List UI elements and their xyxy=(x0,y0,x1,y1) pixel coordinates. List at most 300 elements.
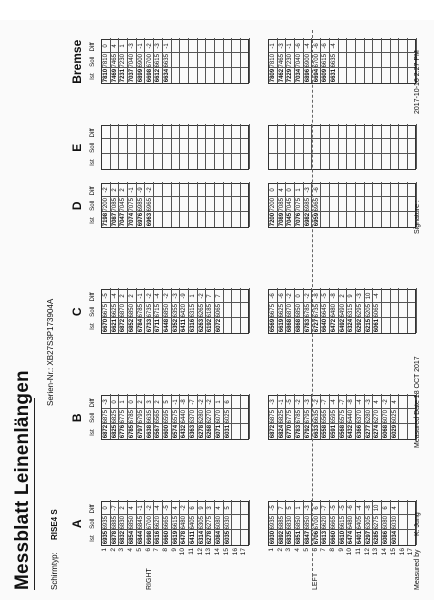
cell-soll: 6845 xyxy=(137,516,144,530)
cell-diff: -6 xyxy=(270,293,276,299)
table-d-right xyxy=(101,184,249,229)
cell-soll xyxy=(233,197,242,212)
cell-diff: 6 xyxy=(224,400,231,404)
cell-soll: 6830 xyxy=(287,516,294,530)
cell-soll: 6875 xyxy=(103,410,109,424)
table-row xyxy=(339,39,348,84)
cell-ist xyxy=(382,318,391,333)
table-row xyxy=(269,125,278,170)
cell-ist: 6619 xyxy=(278,318,285,333)
table-row xyxy=(391,395,400,440)
cell-ist: 6363 xyxy=(190,424,196,439)
measured-by-label: Measured by xyxy=(414,549,421,590)
table-row xyxy=(286,289,295,334)
cell-diff xyxy=(224,125,233,140)
column-header-diff: Diff xyxy=(89,128,96,138)
cell-soll xyxy=(233,409,242,424)
cell-soll xyxy=(233,53,242,68)
cell-ist: 6411 xyxy=(190,531,196,545)
cell-ist: 6278 xyxy=(207,530,214,545)
cell-soll: 7075 xyxy=(296,198,303,212)
table-row xyxy=(154,39,163,84)
table-row xyxy=(391,125,400,170)
cell-diff xyxy=(339,39,348,54)
cell-diff: -1 xyxy=(278,399,285,405)
cell-ist xyxy=(391,318,400,333)
cell-ist: 6698 xyxy=(146,68,153,83)
cell-diff xyxy=(180,39,189,54)
cell-soll xyxy=(172,53,181,68)
cell-diff xyxy=(373,39,382,54)
cell-ist: 6776 xyxy=(120,424,127,439)
cell-ist xyxy=(321,212,330,227)
cell-diff: 2 xyxy=(120,506,127,510)
cell-diff xyxy=(224,39,233,54)
cell-diff: -1 xyxy=(129,187,136,193)
cell-ist: 6285 xyxy=(374,530,381,545)
cell-diff xyxy=(119,125,128,140)
row-number: 15 xyxy=(222,548,230,556)
table-row xyxy=(347,183,356,228)
cell-ist xyxy=(233,154,242,169)
cell-diff xyxy=(137,125,146,140)
cell-soll: 7810 xyxy=(270,54,276,68)
cell-ist: 6872 xyxy=(270,424,276,439)
cell-diff: -8 xyxy=(181,399,188,405)
cell-soll xyxy=(269,139,278,154)
cell-ist: 6324 xyxy=(348,318,355,333)
cell-diff: 0 xyxy=(129,400,136,404)
cell-ist: 6824 xyxy=(278,424,285,439)
cell-diff: 4 xyxy=(391,400,398,404)
cell-soll: 6440 xyxy=(348,410,355,424)
cell-diff: 4 xyxy=(111,44,118,48)
table-row xyxy=(198,395,207,440)
cell-ist xyxy=(180,154,189,169)
table-row xyxy=(373,125,382,170)
table-row xyxy=(269,39,278,84)
cell-diff: -3 xyxy=(304,505,311,511)
table-row xyxy=(391,39,400,84)
fold-line xyxy=(312,30,313,586)
cell-diff: -3 xyxy=(155,43,162,49)
table-row xyxy=(215,501,224,546)
table-row xyxy=(373,395,382,440)
table-row xyxy=(146,39,155,84)
table-row xyxy=(269,183,278,228)
cell-diff: 0 xyxy=(270,188,276,192)
table-row xyxy=(224,183,233,228)
group-header-a: A xyxy=(70,519,84,529)
cell-diff xyxy=(172,39,181,54)
cell-soll: 6850 xyxy=(296,516,303,530)
side-label-right: RIGHT xyxy=(146,568,153,590)
table-row xyxy=(233,183,242,228)
cell-diff xyxy=(189,125,198,140)
cell-ist: 6478 xyxy=(181,530,188,545)
cell-diff xyxy=(154,183,163,198)
cell-soll: 6700 xyxy=(313,516,320,530)
cell-soll: 6635 xyxy=(313,410,320,424)
cell-ist: 6411 xyxy=(181,319,188,333)
cell-soll: 6645 xyxy=(322,304,329,318)
cell-diff: -2 xyxy=(296,399,303,405)
table-row xyxy=(172,183,181,228)
cell-diff: -3 xyxy=(304,399,311,405)
cell-soll: 6850 xyxy=(304,516,311,530)
cell-ist: 6401 xyxy=(357,530,363,545)
cell-soll: 6270 xyxy=(374,410,381,424)
cell-ist: 7469 xyxy=(111,68,118,83)
cell-diff: -9 xyxy=(137,187,144,193)
cell-diff: 3 xyxy=(207,506,214,510)
row-number: 8 xyxy=(161,548,169,552)
cell-diff xyxy=(269,125,278,140)
cell-ist xyxy=(365,154,374,169)
cell-diff: 9 xyxy=(348,294,355,298)
table-row xyxy=(295,183,304,228)
cell-ist: 7089 xyxy=(278,212,285,227)
table-row xyxy=(382,39,391,84)
table-row xyxy=(128,395,137,440)
table-row xyxy=(286,395,295,440)
cell-diff xyxy=(382,289,391,304)
table-row xyxy=(356,39,365,84)
cell-ist xyxy=(241,424,250,439)
cell-diff: -4 xyxy=(155,505,162,511)
cell-soll: 7040 xyxy=(129,54,136,68)
cell-soll: 6870 xyxy=(287,304,294,318)
cell-diff xyxy=(278,125,287,140)
cell-diff xyxy=(365,183,374,198)
table-row xyxy=(146,183,155,228)
table-row xyxy=(180,289,189,334)
table-row xyxy=(102,125,111,170)
table-row xyxy=(180,125,189,170)
cell-diff xyxy=(172,125,181,140)
cell-ist: 6072 xyxy=(216,318,223,333)
table-row xyxy=(278,395,287,440)
table-row xyxy=(137,39,146,84)
cell-ist: 6694 xyxy=(313,68,320,83)
cell-ist xyxy=(154,212,163,227)
cell-ist: 6660 xyxy=(163,530,170,545)
cell-soll xyxy=(391,303,400,318)
cell-diff: 2 xyxy=(129,294,136,298)
table-row xyxy=(286,125,295,170)
row-number: 6 xyxy=(144,548,152,552)
cell-soll: 6850 xyxy=(296,304,303,318)
cell-ist xyxy=(347,68,356,83)
cell-diff: -3 xyxy=(304,187,311,193)
table-row xyxy=(373,39,382,84)
cell-diff: 0 xyxy=(103,506,109,510)
cell-soll: 7465 xyxy=(111,54,118,68)
row-number: 11 xyxy=(188,548,195,555)
model-value: RISE4 S xyxy=(50,509,59,540)
cell-soll xyxy=(339,53,348,68)
table-row xyxy=(215,183,224,228)
cell-soll: 6875 xyxy=(270,410,276,424)
table-row xyxy=(102,395,111,440)
row-number: 17 xyxy=(240,548,248,556)
cell-diff xyxy=(206,183,215,198)
cell-diff: -3 xyxy=(270,399,276,405)
table-row xyxy=(224,501,233,546)
cell-diff: -4 xyxy=(155,293,162,299)
table-row xyxy=(278,183,287,228)
table-row xyxy=(224,125,233,170)
sheet-title: Messblatt Leinenlängen xyxy=(12,370,33,590)
cell-diff xyxy=(241,39,250,54)
cell-diff: 10 xyxy=(374,504,381,512)
table-row xyxy=(215,395,224,440)
table-row xyxy=(391,183,400,228)
table-row xyxy=(347,395,356,440)
column-header-soll: Soll xyxy=(89,56,96,67)
cell-soll xyxy=(347,139,356,154)
cell-diff: 7 xyxy=(216,294,223,298)
cell-soll: 6795 xyxy=(304,410,311,424)
cell-soll: 6070 xyxy=(216,410,223,424)
table-row xyxy=(163,289,172,334)
table-row xyxy=(215,289,224,334)
row-number: 2 xyxy=(276,548,284,552)
table-row xyxy=(241,183,250,228)
cell-ist: 7074 xyxy=(129,212,136,227)
cell-soll: 7075 xyxy=(129,198,136,212)
cell-soll: 6270 xyxy=(207,410,214,424)
cell-ist xyxy=(400,154,409,169)
cell-soll: 6900 xyxy=(137,54,144,68)
table-row xyxy=(382,289,391,334)
cell-soll xyxy=(172,139,181,154)
table-row xyxy=(241,395,250,440)
table-row xyxy=(163,125,172,170)
cell-soll: 6965 xyxy=(146,198,153,212)
row-number: 6 xyxy=(311,548,319,552)
table-row xyxy=(295,289,304,334)
table-row xyxy=(206,289,215,334)
row-number: 8 xyxy=(328,548,336,552)
table-row xyxy=(408,125,417,170)
cell-diff: -3 xyxy=(278,43,285,49)
cell-diff: 4 xyxy=(374,400,381,404)
group-header-b: B xyxy=(70,413,84,423)
row-number: 3 xyxy=(285,548,293,552)
cell-diff: 1 xyxy=(296,188,303,192)
measured-date: Measured Date 18 OCT 2017 xyxy=(414,356,421,448)
cell-soll: 7200 xyxy=(103,198,109,212)
cell-soll: 6775 xyxy=(287,410,294,424)
cell-soll: 6070 xyxy=(383,410,390,424)
cell-ist: 6634 xyxy=(163,68,170,83)
cell-diff: 9 xyxy=(198,506,205,510)
cell-ist: 6832 xyxy=(120,530,127,545)
cell-soll xyxy=(180,53,189,68)
cell-soll: 6985 xyxy=(304,198,311,212)
row-number: 5 xyxy=(135,548,143,552)
table-row xyxy=(321,183,330,228)
cell-ist xyxy=(408,318,417,333)
cell-ist: 6619 xyxy=(172,530,179,545)
cell-diff: -4 xyxy=(330,399,337,405)
cell-ist xyxy=(400,424,409,439)
table-row xyxy=(146,395,155,440)
cell-diff xyxy=(180,125,189,140)
cell-ist xyxy=(241,318,250,333)
cell-diff: -2 xyxy=(313,399,320,405)
cell-soll xyxy=(224,303,233,318)
cell-diff: -9 xyxy=(181,293,188,299)
table-row xyxy=(391,289,400,334)
cell-soll xyxy=(224,197,233,212)
cell-diff: -2 xyxy=(146,505,153,511)
table-row xyxy=(373,289,382,334)
cell-diff xyxy=(224,289,233,304)
table-a-left xyxy=(268,502,416,547)
cell-diff: -5 xyxy=(339,505,346,511)
row-number: 7 xyxy=(320,548,328,552)
cell-soll xyxy=(224,53,233,68)
cell-soll: 6370 xyxy=(190,410,196,424)
cell-ist: 6711 xyxy=(155,319,162,333)
cell-soll: 6080 xyxy=(216,516,223,530)
cell-ist xyxy=(330,212,339,227)
cell-diff xyxy=(330,125,339,140)
cell-ist xyxy=(400,530,409,545)
cell-diff xyxy=(339,183,348,198)
cell-ist xyxy=(382,68,391,83)
cell-ist xyxy=(180,212,189,227)
cell-soll: 6025 xyxy=(391,410,398,424)
cell-diff: 4 xyxy=(278,188,285,192)
cell-ist xyxy=(180,68,189,83)
table-row xyxy=(365,501,374,546)
table-row xyxy=(295,39,304,84)
table-row xyxy=(321,125,330,170)
table-e-left xyxy=(268,126,416,171)
cell-ist xyxy=(102,154,111,169)
cell-diff: -6 xyxy=(278,293,285,299)
cell-ist: 7229 xyxy=(287,68,294,83)
cell-diff: -1 xyxy=(137,43,144,49)
cell-diff: -7 xyxy=(322,399,329,405)
cell-diff: -3 xyxy=(129,43,136,49)
table-row xyxy=(189,39,198,84)
row-number: 3 xyxy=(118,548,126,552)
table-row xyxy=(163,183,172,228)
cell-diff xyxy=(233,125,242,140)
cell-diff: 5 xyxy=(224,506,231,510)
cell-ist xyxy=(373,68,382,83)
table-row xyxy=(391,501,400,546)
cell-diff: -2 xyxy=(304,293,311,299)
cell-ist xyxy=(224,318,233,333)
table-row xyxy=(146,289,155,334)
column-header-soll: Soll xyxy=(89,306,96,317)
table-row xyxy=(400,125,409,170)
cell-soll xyxy=(189,139,198,154)
cell-diff: 0 xyxy=(296,294,303,298)
cell-ist: 6558 xyxy=(322,424,329,439)
cell-soll xyxy=(356,197,365,212)
cell-soll: 6595 xyxy=(163,410,170,424)
cell-ist: 6474 xyxy=(348,530,355,545)
cell-diff xyxy=(400,395,409,410)
table-row xyxy=(137,183,146,228)
table-row xyxy=(321,39,330,84)
column-header-ist: Ist xyxy=(89,73,96,80)
cell-soll: 6885 xyxy=(111,516,118,530)
cell-ist xyxy=(373,212,382,227)
table-row xyxy=(233,39,242,84)
column-header-ist: Ist xyxy=(89,217,96,224)
group-header-d: D xyxy=(70,201,84,211)
cell-soll xyxy=(321,139,330,154)
table-row xyxy=(356,501,365,546)
cell-ist xyxy=(391,212,400,227)
cell-soll xyxy=(373,139,382,154)
cell-diff: -6 xyxy=(348,505,355,511)
cell-ist xyxy=(321,154,330,169)
cell-ist: 6706 xyxy=(313,530,320,545)
table-row xyxy=(400,501,409,546)
table-row xyxy=(330,289,339,334)
cell-soll: 6785 xyxy=(304,304,311,318)
cell-soll: 6700 xyxy=(146,516,153,530)
cell-diff xyxy=(215,125,224,140)
cell-diff: 7 xyxy=(207,294,214,298)
table-row xyxy=(128,125,137,170)
cell-diff: -4 xyxy=(330,43,337,49)
cell-ist xyxy=(189,154,198,169)
cell-diff: -2 xyxy=(103,187,109,193)
table-row xyxy=(330,395,339,440)
cell-ist: 6785 xyxy=(129,424,136,439)
cell-ist: 7462 xyxy=(278,68,285,83)
cell-soll: 6615 xyxy=(172,516,179,530)
group-header-bremse: Bremse xyxy=(70,39,84,84)
cell-soll xyxy=(119,139,128,154)
cell-diff xyxy=(172,183,181,198)
model-label: Schirmtyp: xyxy=(50,552,59,590)
cell-ist xyxy=(198,68,207,83)
cell-diff xyxy=(347,39,356,54)
cell-soll xyxy=(241,303,250,318)
table-row xyxy=(382,395,391,440)
group-header-e: E xyxy=(70,143,84,152)
cell-ist: 6034 xyxy=(391,530,398,545)
cell-soll: 6080 xyxy=(383,516,390,530)
cell-soll xyxy=(365,53,374,68)
cell-diff xyxy=(163,183,172,198)
table-row xyxy=(154,289,163,334)
row-number: 9 xyxy=(337,548,345,552)
table-row xyxy=(339,289,348,334)
cell-soll xyxy=(400,139,409,154)
cell-soll: 6565 xyxy=(322,410,329,424)
cell-diff xyxy=(391,39,400,54)
table-row xyxy=(119,183,128,228)
column-header-diff: Diff xyxy=(89,292,96,302)
cell-ist: 6591 xyxy=(330,424,337,439)
table-row xyxy=(365,289,374,334)
cell-ist: 6727 xyxy=(313,318,320,333)
cell-soll xyxy=(382,197,391,212)
cell-ist: 7047 xyxy=(120,212,127,227)
table-row xyxy=(269,289,278,334)
